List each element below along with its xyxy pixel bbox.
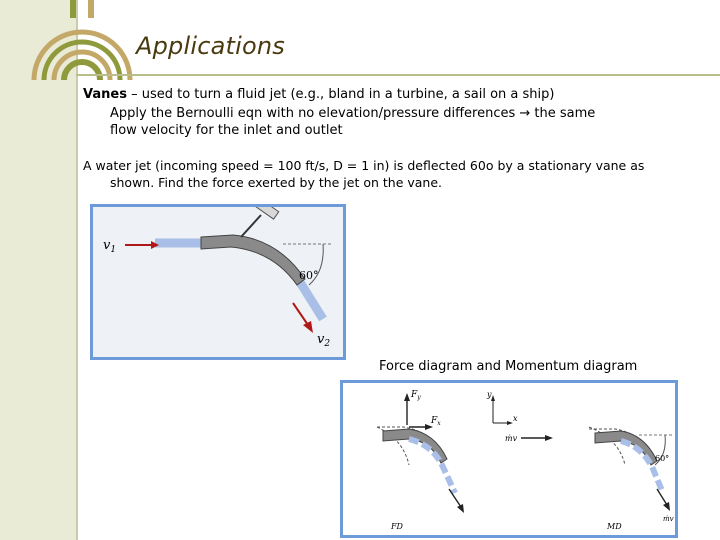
vane-body — [201, 235, 305, 285]
vane-jet-drawing — [93, 207, 343, 357]
vane-jet-figure — [90, 204, 346, 360]
outlet-velocity-arrow — [293, 303, 308, 325]
axis-x-label: x — [513, 414, 518, 423]
md-label: MD — [607, 522, 622, 531]
axis-y-label: y — [487, 390, 492, 399]
md-angle-label: 60° — [655, 454, 670, 463]
diagram-caption: Force diagram and Momentum diagram — [379, 359, 638, 374]
vane-support-rod — [241, 215, 261, 237]
bernoulli-line-1: Apply the Bernoulli eqn with no elevation/pressure differences → the same — [110, 106, 596, 121]
outlet-arrowhead — [303, 321, 313, 333]
v1-label: $v_1$ — [103, 238, 117, 255]
fx-label: $F_x$ — [431, 416, 441, 427]
momentum-out-arrow — [657, 489, 667, 505]
problem-line-2: shown. Find the force exerted by the jet on the vane. — [110, 175, 443, 190]
force-momentum-drawing — [343, 383, 675, 535]
sidebar-divider — [76, 0, 78, 540]
title-divider — [76, 74, 720, 76]
v2-label: $v_2$ — [317, 332, 331, 349]
mout-label: ṁv — [663, 515, 674, 523]
force-diagram — [377, 390, 464, 531]
axes-indicator — [486, 390, 518, 425]
problem-line-1: A water jet (incoming speed = 100 ft/s, D = 1 in) is deflected 60o by a stationary vane as — [83, 158, 645, 173]
bernoulli-line-2: flow velocity for the inlet and outlet — [110, 123, 343, 138]
vanes-term: Vanes — [83, 87, 127, 102]
vane-mount-plate — [251, 207, 279, 219]
vanes-description: – used to turn a fluid jet (e.g., bland in a turbine, a sail on a ship) — [126, 87, 555, 102]
vanes-definition — [83, 86, 554, 103]
force-momentum-figure — [340, 380, 678, 538]
sidebar-strip — [0, 0, 76, 540]
fd-label: FD — [391, 522, 403, 531]
slide-title: Applications — [136, 32, 286, 60]
fy-label: $F_y$ — [411, 390, 421, 401]
angle-label: 60° — [299, 269, 319, 282]
momentum-diagram — [505, 427, 674, 531]
jet-md — [621, 441, 663, 493]
min-label: ṁv — [505, 434, 518, 443]
